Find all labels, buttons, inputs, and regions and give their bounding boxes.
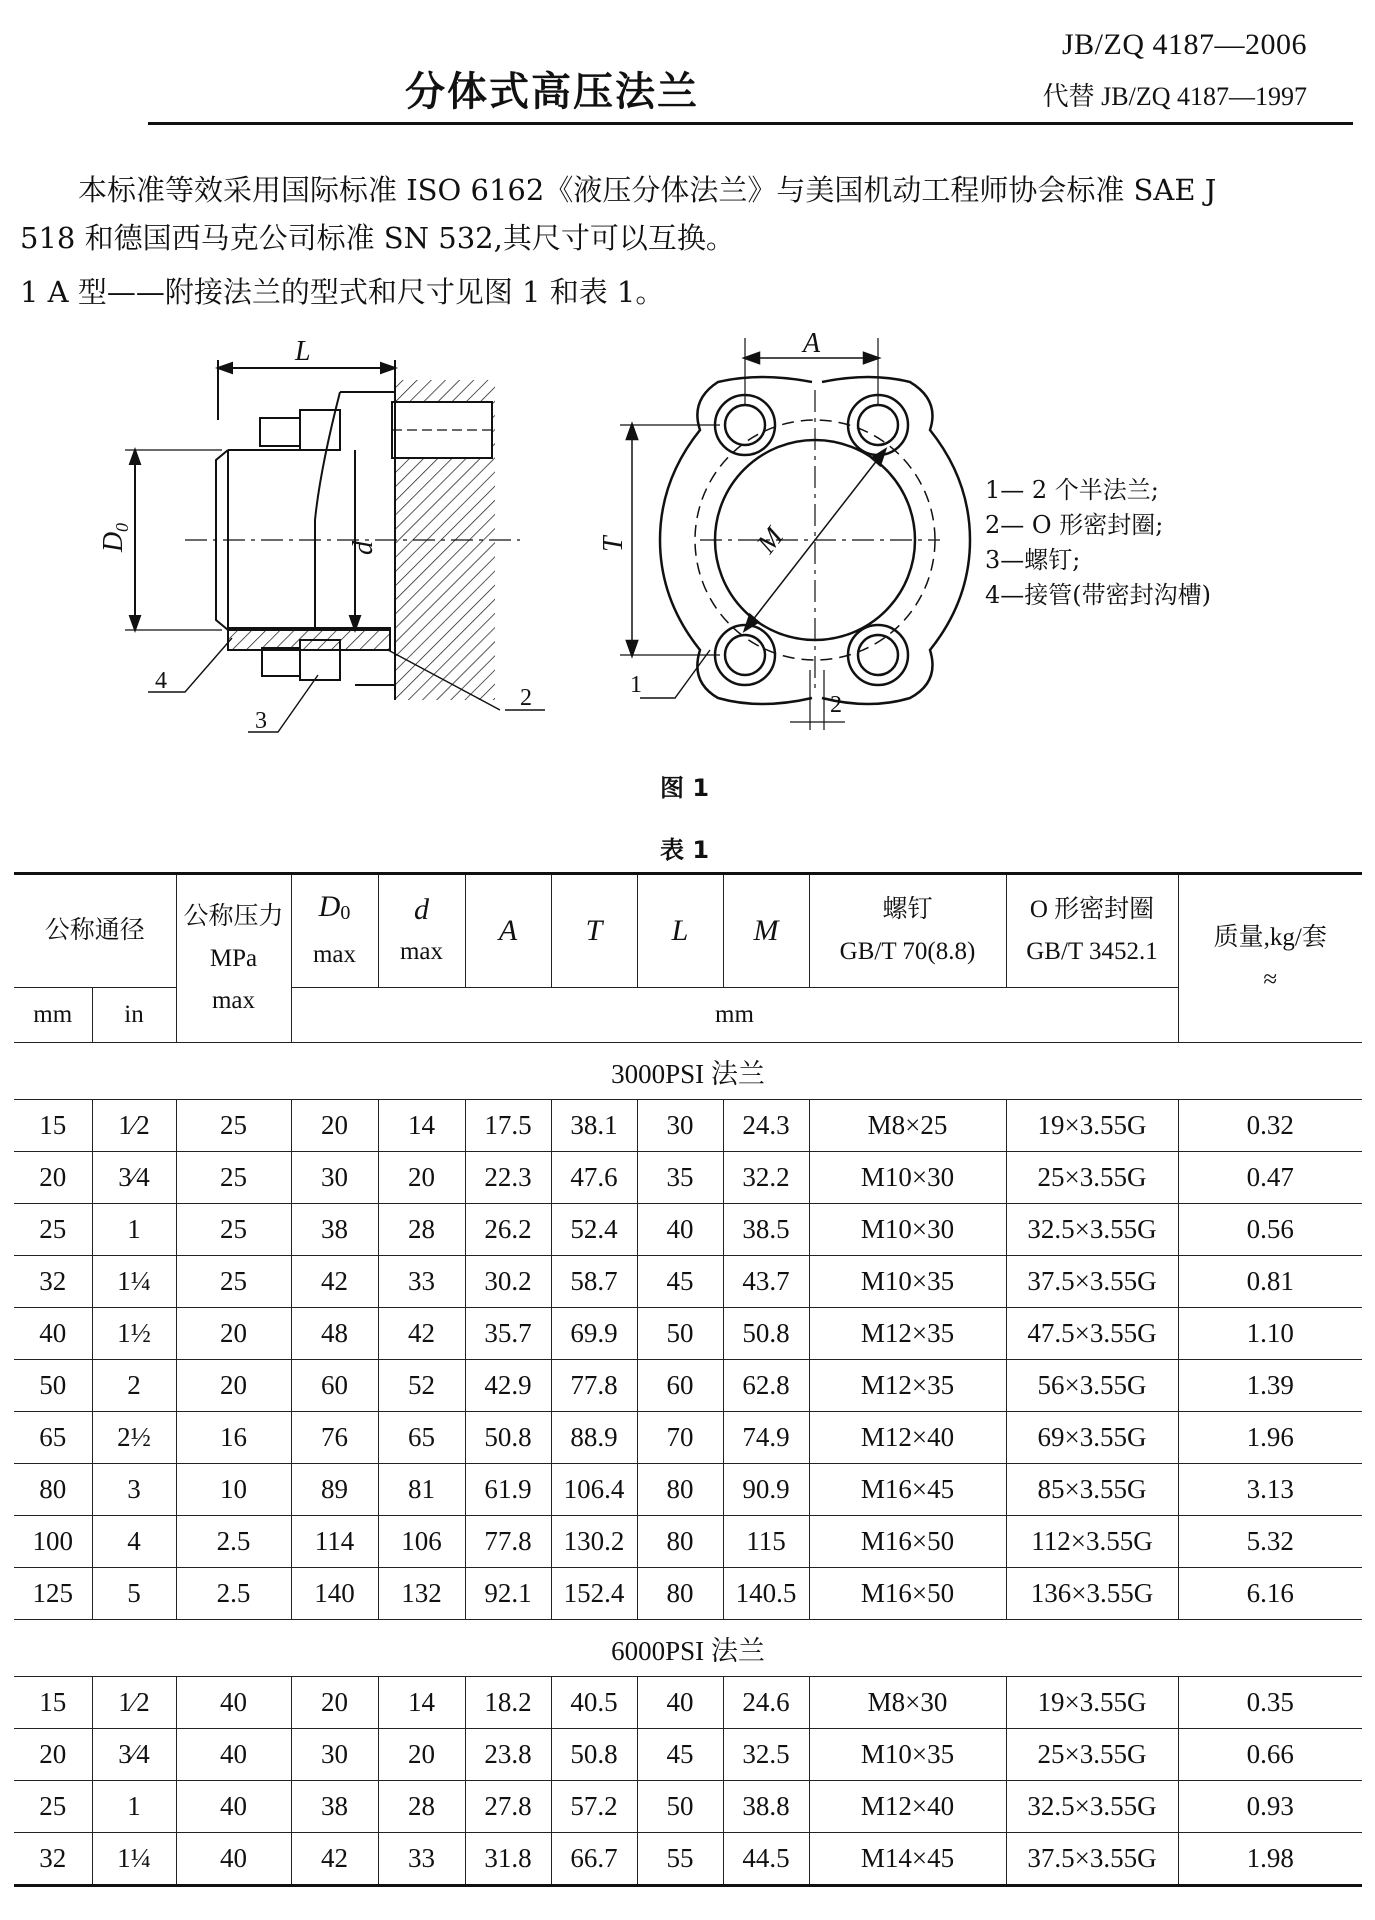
table-cell: 140 <box>291 1568 378 1620</box>
table-cell: 77.8 <box>551 1360 637 1412</box>
table-cell: 15 <box>14 1677 92 1729</box>
figure-caption: 图 1 <box>660 774 710 802</box>
table-cell: 20 <box>176 1360 291 1412</box>
table-cell: 89 <box>291 1464 378 1516</box>
table-cell: 43.7 <box>723 1256 809 1308</box>
table-cell: 3 <box>92 1464 176 1516</box>
table-cell: 4 <box>92 1516 176 1568</box>
table-cell: 38.1 <box>551 1100 637 1152</box>
table-cell: 32.5 <box>723 1729 809 1781</box>
table-cell: 24.6 <box>723 1677 809 1729</box>
dim-T-label: T <box>598 536 629 552</box>
table-cell: 27.8 <box>465 1781 551 1833</box>
table-cell: 40 <box>176 1677 291 1729</box>
table-cell: 52.4 <box>551 1204 637 1256</box>
table-cell: 1¼ <box>92 1833 176 1886</box>
dim-A-label: A <box>803 330 821 359</box>
dim-gap-label: 2 <box>830 692 842 718</box>
table-cell: 114 <box>291 1516 378 1568</box>
table-cell: 1.96 <box>1178 1412 1362 1464</box>
table-row <box>14 1360 1362 1412</box>
table-cell: 50.8 <box>465 1412 551 1464</box>
table-cell: 20 <box>378 1729 465 1781</box>
col-nominal-pressure: 公称压力 MPa max <box>176 874 291 1043</box>
table-cell: 31.8 <box>465 1833 551 1886</box>
table-cell: M14×45 <box>809 1833 1006 1886</box>
col-M: M <box>723 874 809 988</box>
table-cell: 20 <box>14 1729 92 1781</box>
table-cell: 62.8 <box>723 1360 809 1412</box>
table-cell: 74.9 <box>723 1412 809 1464</box>
table-cell: 20 <box>176 1308 291 1360</box>
table-cell: 19×3.55G <box>1006 1100 1178 1152</box>
section-header-row <box>14 1043 1362 1100</box>
table-cell: 20 <box>291 1677 378 1729</box>
table-cell: 40 <box>14 1308 92 1360</box>
table-cell: 0.47 <box>1178 1152 1362 1204</box>
section-title: 3000PSI 法兰 <box>14 1043 1362 1100</box>
table-cell: 76 <box>291 1412 378 1464</box>
callout-2: 2 <box>520 685 532 711</box>
table-cell: M16×45 <box>809 1464 1006 1516</box>
legend-item-4: 4—接管(带密封沟槽) <box>985 581 1211 609</box>
table-cell: 77.8 <box>465 1516 551 1568</box>
table-cell: 66.7 <box>551 1833 637 1886</box>
table-cell: 2.5 <box>176 1516 291 1568</box>
table-cell: M12×35 <box>809 1360 1006 1412</box>
table-cell: 33 <box>378 1833 465 1886</box>
table-row <box>14 1781 1362 1833</box>
table-cell: 48 <box>291 1308 378 1360</box>
col-d: d max <box>378 874 465 988</box>
side-section-view <box>125 360 545 732</box>
table-cell: 132 <box>378 1568 465 1620</box>
dim-d-label: d <box>348 541 379 555</box>
col-D0: D0 max <box>291 874 378 988</box>
table-cell: 25×3.55G <box>1006 1152 1178 1204</box>
table-cell: 26.2 <box>465 1204 551 1256</box>
table-cell: 25 <box>14 1204 92 1256</box>
table-cell: 80 <box>637 1464 723 1516</box>
callout-3: 3 <box>255 708 267 734</box>
table-cell: 40 <box>176 1833 291 1886</box>
table-cell: 3⁄4 <box>92 1152 176 1204</box>
table-cell: 1.10 <box>1178 1308 1362 1360</box>
table-cell: 92.1 <box>465 1568 551 1620</box>
table-cell: 50 <box>637 1781 723 1833</box>
table-cell: 50.8 <box>551 1729 637 1781</box>
table-cell: 10 <box>176 1464 291 1516</box>
col-nominal-dia: 公称通径 <box>14 874 176 988</box>
table-cell: M10×30 <box>809 1152 1006 1204</box>
table-cell: 37.5×3.55G <box>1006 1833 1178 1886</box>
table-cell: 40 <box>637 1677 723 1729</box>
table-cell: 38 <box>291 1781 378 1833</box>
table-cell: 35.7 <box>465 1308 551 1360</box>
table-body <box>14 1043 1362 1886</box>
figure-legend <box>985 476 1211 609</box>
table-cell: 40 <box>176 1729 291 1781</box>
dims-unit-mm: mm <box>291 988 1178 1043</box>
table-cell: 52 <box>378 1360 465 1412</box>
table-cell: 80 <box>14 1464 92 1516</box>
table-cell: M10×35 <box>809 1729 1006 1781</box>
figure-1-drawing <box>0 330 1375 750</box>
table-cell: M10×30 <box>809 1204 1006 1256</box>
table-cell: 42.9 <box>465 1360 551 1412</box>
table-cell: 1⁄2 <box>92 1100 176 1152</box>
table-cell: 42 <box>291 1833 378 1886</box>
header-row-1 <box>14 874 1362 988</box>
table-cell: 0.81 <box>1178 1256 1362 1308</box>
table-cell: 130.2 <box>551 1516 637 1568</box>
document-title: 分体式高压法兰 <box>405 69 699 115</box>
table-cell: M12×40 <box>809 1781 1006 1833</box>
table-cell: 20 <box>14 1152 92 1204</box>
table-cell: 90.9 <box>723 1464 809 1516</box>
flange-spec-table <box>14 872 1362 1887</box>
table-cell: 56×3.55G <box>1006 1360 1178 1412</box>
table-cell: 57.2 <box>551 1781 637 1833</box>
table-row <box>14 1568 1362 1620</box>
table-cell: 38.8 <box>723 1781 809 1833</box>
replaces-standard: 代替 JB/ZQ 4187—1997 <box>1042 82 1307 111</box>
table-cell: 20 <box>378 1152 465 1204</box>
table-cell: M8×30 <box>809 1677 1006 1729</box>
table-cell: 15 <box>14 1100 92 1152</box>
table-row <box>14 1256 1362 1308</box>
table-cell: 1⁄2 <box>92 1677 176 1729</box>
table-cell: 18.2 <box>465 1677 551 1729</box>
col-L: L <box>637 874 723 988</box>
table-cell: 28 <box>378 1204 465 1256</box>
table-row <box>14 1100 1362 1152</box>
table-cell: 65 <box>14 1412 92 1464</box>
table-cell: 38 <box>291 1204 378 1256</box>
table-cell: 1½ <box>92 1308 176 1360</box>
table-cell: M12×35 <box>809 1308 1006 1360</box>
table-cell: 28 <box>378 1781 465 1833</box>
table-cell: 47.6 <box>551 1152 637 1204</box>
col-screw: 螺钉 GB/T 70(8.8) <box>809 874 1006 988</box>
table-cell: 55 <box>637 1833 723 1886</box>
table-cell: M8×25 <box>809 1100 1006 1152</box>
table-cell: 40 <box>637 1204 723 1256</box>
table-cell: 5.32 <box>1178 1516 1362 1568</box>
title-rule <box>148 122 1353 125</box>
table-cell: 0.32 <box>1178 1100 1362 1152</box>
intro-line-2: 518 和德国西马克公司标准 SN 532,其尺寸可以互换。 <box>20 221 735 255</box>
table-cell: 44.5 <box>723 1833 809 1886</box>
col-mass: 质量,kg/套 ≈ <box>1178 874 1362 1043</box>
table-row <box>14 1729 1362 1781</box>
table-cell: 3⁄4 <box>92 1729 176 1781</box>
table-cell: 40.5 <box>551 1677 637 1729</box>
table-cell: 152.4 <box>551 1568 637 1620</box>
standard-code: JB/ZQ 4187—2006 <box>1061 28 1307 61</box>
table-row <box>14 1516 1362 1568</box>
table-cell: 45 <box>637 1729 723 1781</box>
table-cell: 1.98 <box>1178 1833 1362 1886</box>
table-cell: 47.5×3.55G <box>1006 1308 1178 1360</box>
table-cell: 136×3.55G <box>1006 1568 1178 1620</box>
table-cell: 1 <box>92 1781 176 1833</box>
table-cell: 25 <box>176 1256 291 1308</box>
table-cell: 25 <box>176 1152 291 1204</box>
table-cell: 50.8 <box>723 1308 809 1360</box>
table-cell: 23.8 <box>465 1729 551 1781</box>
dim-D0-sub: 0 <box>112 523 132 532</box>
table-cell: 0.93 <box>1178 1781 1362 1833</box>
table-cell: 106.4 <box>551 1464 637 1516</box>
table-cell: 85×3.55G <box>1006 1464 1178 1516</box>
table-row <box>14 1464 1362 1516</box>
section-1-heading: 1 A 型——附接法兰的型式和尺寸见图 1 和表 1。 <box>20 275 665 309</box>
table-cell: 22.3 <box>465 1152 551 1204</box>
table-cell: 30 <box>637 1100 723 1152</box>
table-cell: 17.5 <box>465 1100 551 1152</box>
table-cell: 69×3.55G <box>1006 1412 1178 1464</box>
callout-4: 4 <box>155 668 167 694</box>
table-cell: 2½ <box>92 1412 176 1464</box>
table-cell: M10×35 <box>809 1256 1006 1308</box>
table-cell: 14 <box>378 1677 465 1729</box>
table-cell: 35 <box>637 1152 723 1204</box>
table-cell: 38.5 <box>723 1204 809 1256</box>
col-A: A <box>465 874 551 988</box>
table-cell: 1 <box>92 1204 176 1256</box>
table-cell: 45 <box>637 1256 723 1308</box>
table-cell: 50 <box>637 1308 723 1360</box>
table-row <box>14 1204 1362 1256</box>
table-cell: 1¼ <box>92 1256 176 1308</box>
table-cell: 32.5×3.55G <box>1006 1204 1178 1256</box>
table-cell: 100 <box>14 1516 92 1568</box>
dim-M-label: M <box>751 521 790 560</box>
table-cell: 40 <box>176 1781 291 1833</box>
table-cell: 19×3.55G <box>1006 1677 1178 1729</box>
table-cell: 125 <box>14 1568 92 1620</box>
table-cell: 65 <box>378 1412 465 1464</box>
table-caption: 表 1 <box>660 836 710 864</box>
col-T: T <box>551 874 637 988</box>
table-cell: 2.5 <box>176 1568 291 1620</box>
table-cell: 30 <box>291 1729 378 1781</box>
table-row <box>14 1152 1362 1204</box>
table-cell: 106 <box>378 1516 465 1568</box>
table-cell: 115 <box>723 1516 809 1568</box>
table-cell: 60 <box>291 1360 378 1412</box>
table-row <box>14 1677 1362 1729</box>
table-cell: 33 <box>378 1256 465 1308</box>
table-cell: 30.2 <box>465 1256 551 1308</box>
table-row <box>14 1833 1362 1886</box>
table-cell: 80 <box>637 1516 723 1568</box>
dim-D0-label: D <box>98 531 129 552</box>
table-cell: 6.16 <box>1178 1568 1362 1620</box>
table-cell: 140.5 <box>723 1568 809 1620</box>
table-cell: 70 <box>637 1412 723 1464</box>
table-cell: 61.9 <box>465 1464 551 1516</box>
table-cell: M12×40 <box>809 1412 1006 1464</box>
table-cell: 37.5×3.55G <box>1006 1256 1178 1308</box>
section-title: 6000PSI 法兰 <box>14 1620 1362 1677</box>
section-header-row <box>14 1620 1362 1677</box>
table-cell: 25 <box>176 1204 291 1256</box>
table-cell: 32 <box>14 1256 92 1308</box>
legend-item-3: 3—螺钉; <box>985 546 1081 574</box>
legend-item-1: 1— 2 个半法兰; <box>985 476 1159 504</box>
legend-item-2: 2— O 形密封圈; <box>985 511 1164 539</box>
table-cell: 50 <box>14 1360 92 1412</box>
table-cell: 24.3 <box>723 1100 809 1152</box>
col-unit-mm: mm <box>14 988 92 1043</box>
table-cell: 20 <box>291 1100 378 1152</box>
table-cell: 0.35 <box>1178 1677 1362 1729</box>
col-unit-in: in <box>92 988 176 1043</box>
table-row <box>14 1412 1362 1464</box>
table-cell: 25×3.55G <box>1006 1729 1178 1781</box>
table-cell: 30 <box>291 1152 378 1204</box>
table-cell: 1.39 <box>1178 1360 1362 1412</box>
callout-1: 1 <box>630 672 642 698</box>
table-cell: 3.13 <box>1178 1464 1362 1516</box>
table-cell: 42 <box>291 1256 378 1308</box>
table-cell: 80 <box>637 1568 723 1620</box>
table-cell: 5 <box>92 1568 176 1620</box>
intro-line-1: 本标准等效采用国际标准 ISO 6162《液压分体法兰》与美国机动工程师协会标准 SAE J <box>78 173 1217 207</box>
table-cell: 25 <box>14 1781 92 1833</box>
table-cell: 32.2 <box>723 1152 809 1204</box>
table-cell: 25 <box>176 1100 291 1152</box>
dim-L-label: L <box>295 336 311 367</box>
table-row <box>14 1308 1362 1360</box>
table-cell: M16×50 <box>809 1516 1006 1568</box>
table-cell: 60 <box>637 1360 723 1412</box>
col-oring: O 形密封圈 GB/T 3452.1 <box>1006 874 1178 988</box>
table-cell: 32.5×3.55G <box>1006 1781 1178 1833</box>
table-cell: 14 <box>378 1100 465 1152</box>
table-cell: 32 <box>14 1833 92 1886</box>
table-cell: 58.7 <box>551 1256 637 1308</box>
table-cell: 81 <box>378 1464 465 1516</box>
table-cell: 2 <box>92 1360 176 1412</box>
table-cell: 42 <box>378 1308 465 1360</box>
table-cell: 88.9 <box>551 1412 637 1464</box>
table-cell: 69.9 <box>551 1308 637 1360</box>
front-view <box>620 338 970 730</box>
table-cell: 16 <box>176 1412 291 1464</box>
table-cell: M16×50 <box>809 1568 1006 1620</box>
table-cell: 112×3.55G <box>1006 1516 1178 1568</box>
table-cell: 0.66 <box>1178 1729 1362 1781</box>
table-cell: 0.56 <box>1178 1204 1362 1256</box>
